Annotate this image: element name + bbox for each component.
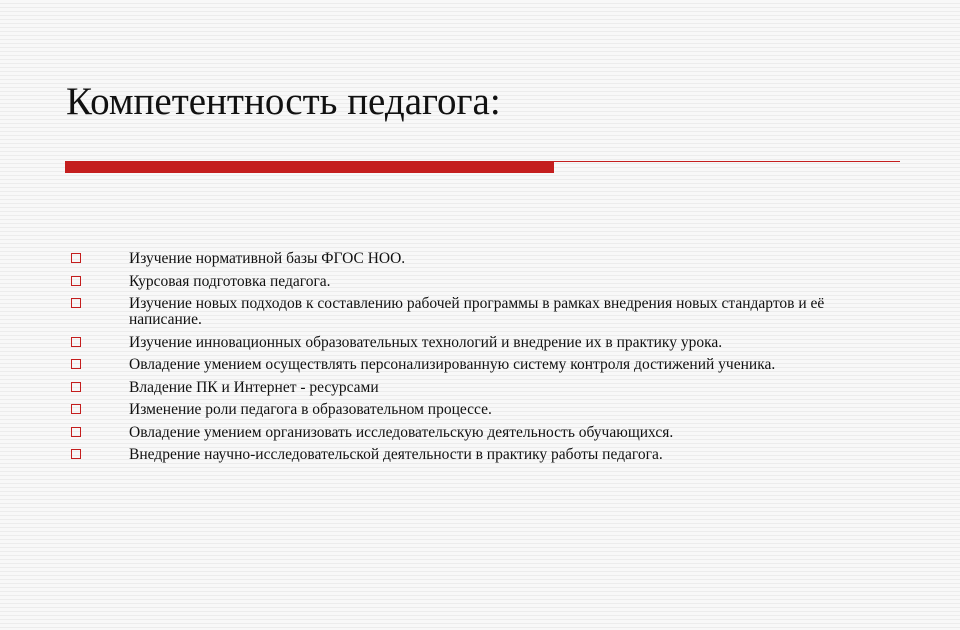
- list-item-text: Изучение новых подходов к составлению рабочей программы в рамках внедрения новых стандартов и её написание.: [129, 295, 825, 328]
- square-bullet-icon: [71, 298, 81, 308]
- list-item-text: Изучение инновационных образовательных технологий и внедрение их в практику урока.: [129, 333, 723, 351]
- square-bullet-icon: [71, 427, 81, 437]
- title-underline-thin: [554, 161, 900, 162]
- square-bullet-icon: [71, 253, 81, 263]
- title-underline-thick: [65, 161, 554, 173]
- list-item-text: Владение ПК и Интернет - ресурсами: [129, 378, 379, 396]
- square-bullet-icon: [71, 449, 81, 459]
- list-item-text: Овладение умением осуществлять персонализированную систему контроля достижений ученика.: [129, 356, 776, 373]
- slide-title: Компетентность педагога:: [66, 80, 501, 123]
- square-bullet-icon: [71, 382, 81, 392]
- list-item-text: Изменение роли педагога в образовательном процессе.: [129, 401, 492, 418]
- list-item: [70, 447, 870, 463]
- list-item: [70, 425, 870, 441]
- square-bullet-icon: [71, 359, 81, 369]
- list-item: [70, 380, 870, 396]
- list-item: [70, 296, 870, 328]
- square-bullet-icon: [71, 337, 81, 347]
- list-item-text: Овладение умением организовать исследовательскую деятельность обучающихся.: [129, 423, 674, 441]
- square-bullet-icon: [71, 404, 81, 414]
- list-item-text: Внедрение научно-исследовательской деятельности в практику работы педагога.: [129, 446, 663, 463]
- list-item: [70, 335, 870, 351]
- list-item: [70, 274, 870, 290]
- square-bullet-icon: [71, 276, 81, 286]
- list-item: [70, 357, 870, 373]
- list-item: [70, 402, 870, 418]
- list-item: [70, 251, 870, 267]
- list-item-text: Изучение нормативной базы ФГОС НОО.: [129, 250, 406, 267]
- list-item-text: Курсовая подготовка педагога.: [129, 272, 331, 290]
- bullet-list: [70, 251, 870, 470]
